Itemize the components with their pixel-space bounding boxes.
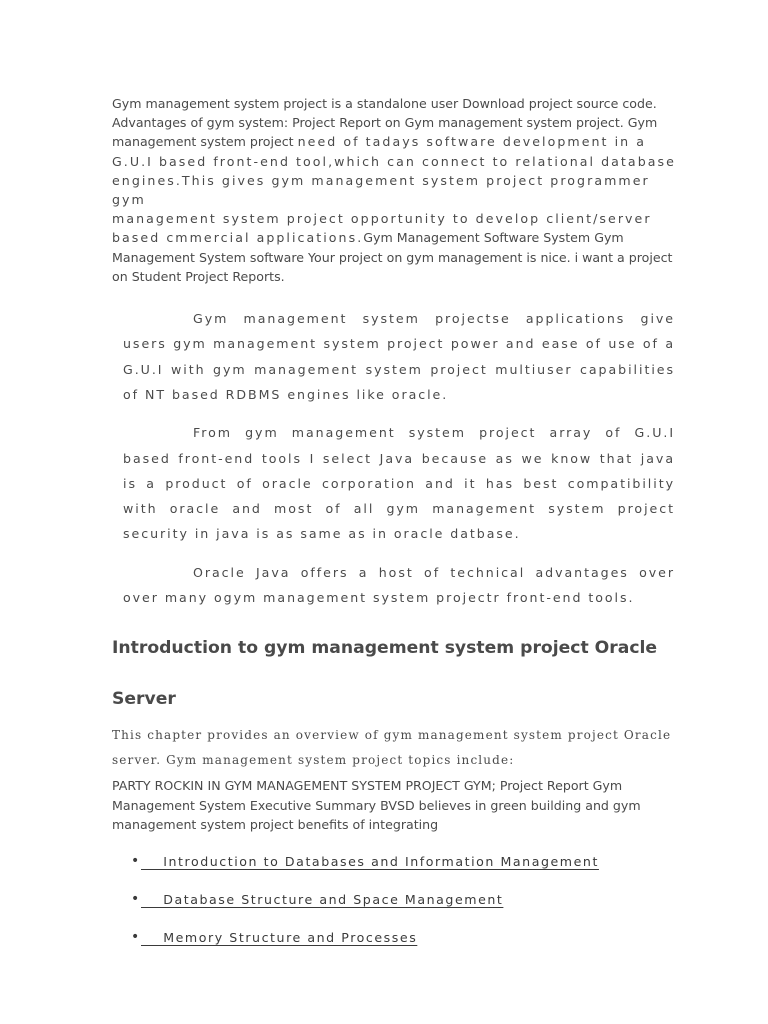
topic-link-memory[interactable]: Memory Structure and Processes [141, 929, 418, 945]
document-page [112, 94, 677, 966]
intro-line-4: G.U.I based front-end tool,which can connect to relational database [112, 153, 676, 169]
intro-line-6: management system project opportunity to develop client/server [112, 211, 652, 227]
body-paragraph-gui: Gym management system projectse applications give users gym management system project power and ease of use of a G.U.I with gym management system project multiuser capabilities of NT based RDBMS engines like oracle. [123, 311, 675, 402]
intro-line-9: on Student Project Reports. [112, 268, 285, 284]
list-item [131, 852, 677, 890]
section-heading-server: Server [112, 689, 176, 710]
list-item [131, 928, 677, 966]
bullet-icon: • [131, 928, 141, 945]
section-heading-oracle: Introduction to gym management system project Oracle [112, 638, 658, 659]
topic-link-databases[interactable]: Introduction to Databases and Information Management [141, 853, 599, 869]
bullet-icon: • [131, 890, 141, 907]
party-paragraph: PARTY ROCKIN IN GYM MANAGEMENT SYSTEM PROJECT GYM; Project Report Gym Management System Executive Summary BVSD believes in green building and gym management system project benefits of integrating [112, 778, 641, 833]
body-paragraph-java: From gym management system project array of G.U.I based front-end tools I select Java because as we know that java is a product of oracle corporation and it has best compatibility with oracle and most of all gym management system project security in java is as same as in oracle datbase. [123, 425, 675, 542]
intro-line-1: Gym management system project is a standalone user Download project source code. [112, 96, 657, 111]
intro-line-8: Management System software Your project on gym management is nice. i want a project [112, 249, 673, 265]
chapter-overview-text: This chapter provides an overview of gym management system project Oracle server. Gym management system project topics include: [112, 728, 672, 768]
topic-link-structure[interactable]: Database Structure and Space Management [141, 891, 504, 907]
intro-line-3b: need of tadays software development in a [297, 134, 646, 150]
list-item [131, 890, 677, 928]
intro-paragraph [112, 94, 677, 286]
body-paragraph-oracle-java: Oracle Java offers a host of technical advantages over over many ogym management system projectr front-end tools. [123, 564, 675, 605]
intro-line-5: engines.This gives gym management system project programmer gym [112, 172, 650, 208]
intro-line-3a: management system project [112, 134, 298, 150]
intro-line-7b: Gym Management Software System Gym [363, 230, 624, 246]
intro-line-2: Advantages of gym system: Project Report on Gym management system project. Gym [112, 115, 658, 131]
intro-line-7a: based cmmercial applications. [112, 230, 364, 246]
topics-list [131, 852, 677, 966]
bullet-icon: • [131, 852, 141, 869]
